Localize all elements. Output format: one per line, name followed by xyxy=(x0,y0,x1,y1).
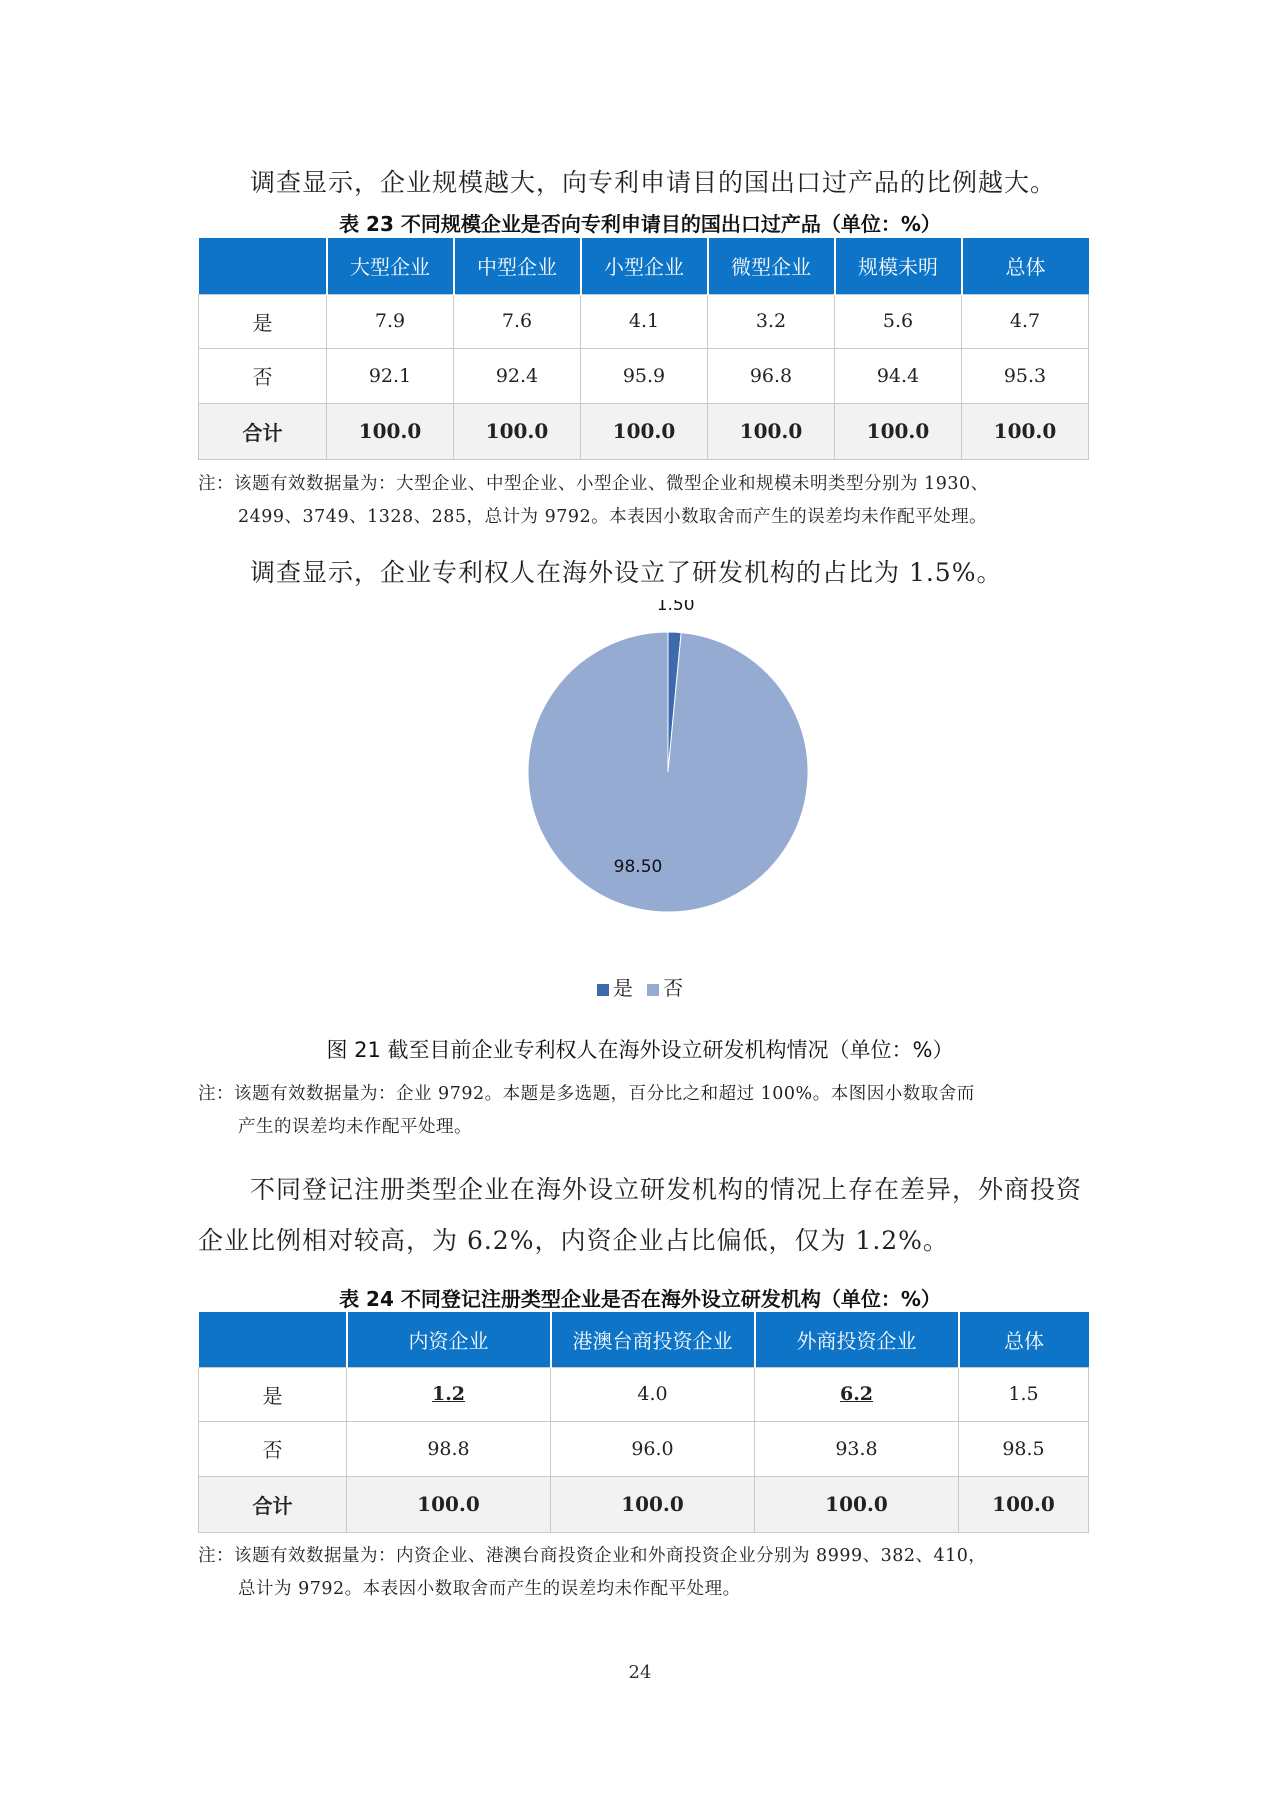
table-cell: 6.2 xyxy=(755,1367,959,1421)
header-cell: 中型企业 xyxy=(454,238,581,294)
table-cell: 100.0 xyxy=(959,1476,1089,1532)
note-line: 注：该题有效数据量为：企业 9792。本题是多选题，百分比之和超过 100%。本图因小数取舍而 xyxy=(198,1084,975,1104)
row-label: 否 xyxy=(199,348,327,403)
legend-swatch-icon xyxy=(597,984,609,996)
header-cell xyxy=(199,238,327,294)
table-cell: 100.0 xyxy=(454,403,581,459)
table-header-row xyxy=(199,1312,1089,1367)
table-cell: 7.6 xyxy=(454,294,581,348)
page-number: 24 xyxy=(628,1662,652,1683)
header-cell: 大型企业 xyxy=(327,238,454,294)
header-cell: 微型企业 xyxy=(708,238,835,294)
header-cell xyxy=(199,1312,347,1367)
table-cell: 100.0 xyxy=(708,403,835,459)
figure-21-note xyxy=(198,1078,1098,1144)
table-header-row xyxy=(199,238,1089,294)
table-cell: 5.6 xyxy=(835,294,962,348)
pie-data-label: 1.50 xyxy=(656,600,695,616)
table-cell: 100.0 xyxy=(835,403,962,459)
table-cell: 4.7 xyxy=(962,294,1089,348)
pie-data-label: 98.50 xyxy=(613,857,663,877)
table-cell: 4.1 xyxy=(581,294,708,348)
table-cell: 100.0 xyxy=(347,1476,551,1532)
table-cell: 100.0 xyxy=(327,403,454,459)
note-line: 2499、3749、1328、285，总计为 9792。本表因小数取舍而产生的误差均未作配平处理。 xyxy=(238,507,988,527)
row-label: 否 xyxy=(199,1421,347,1476)
row-label: 合计 xyxy=(199,403,327,459)
note-line: 产生的误差均未作配平处理。 xyxy=(238,1117,472,1137)
table-row xyxy=(199,294,1089,348)
table-24 xyxy=(198,1312,1089,1533)
table-row xyxy=(199,1421,1089,1476)
table-cell: 94.4 xyxy=(835,348,962,403)
row-label: 合计 xyxy=(199,1476,347,1532)
paragraph-3: 不同登记注册类型企业在海外设立研发机构的情况上存在差异，外商投资企业比例相对较高，为 6.2%，内资企业占比偏低，仅为 1.2%。 xyxy=(198,1175,1083,1255)
table-24-note xyxy=(198,1540,1098,1606)
legend-item xyxy=(597,972,633,1001)
note-line: 注：该题有效数据量为：内资企业、港澳台商投资企业和外商投资企业分别为 8999、382、410， xyxy=(198,1546,987,1566)
header-cell: 规模未明 xyxy=(835,238,962,294)
note-line: 总计为 9792。本表因小数取舍而产生的误差均未作配平处理。 xyxy=(238,1579,741,1599)
table-total-row xyxy=(199,403,1089,459)
note-line: 注：该题有效数据量为：大型企业、中型企业、小型企业、微型企业和规模未明类型分别为 1930、 xyxy=(198,474,989,494)
row-label: 是 xyxy=(199,294,327,348)
table-cell: 95.3 xyxy=(962,348,1089,403)
table-23 xyxy=(198,238,1089,460)
table-cell: 96.8 xyxy=(708,348,835,403)
table-cell: 4.0 xyxy=(551,1367,755,1421)
table-cell: 100.0 xyxy=(755,1476,959,1532)
table-cell: 95.9 xyxy=(581,348,708,403)
legend-item xyxy=(647,972,683,1001)
table-cell: 3.2 xyxy=(708,294,835,348)
chart-legend xyxy=(0,972,1280,1001)
table-cell: 98.5 xyxy=(959,1421,1089,1476)
table-cell: 92.1 xyxy=(327,348,454,403)
table-cell: 98.8 xyxy=(347,1421,551,1476)
table-row xyxy=(199,1367,1089,1421)
table-cell: 100.0 xyxy=(551,1476,755,1532)
table-cell: 100.0 xyxy=(962,403,1089,459)
legend-swatch-icon xyxy=(647,984,659,996)
header-cell: 港澳台商投资企业 xyxy=(551,1312,755,1367)
header-cell: 外商投资企业 xyxy=(755,1312,959,1367)
legend-label: 是 xyxy=(612,976,633,1000)
row-label: 是 xyxy=(199,1367,347,1421)
table-cell: 92.4 xyxy=(454,348,581,403)
pie-chart xyxy=(520,600,840,930)
table-row xyxy=(199,348,1089,403)
figure-21-caption: 图 21 截至目前企业专利权人在海外设立研发机构情况（单位：%） xyxy=(326,1038,954,1062)
pie-slice-no xyxy=(528,632,808,912)
table-total-row xyxy=(199,1476,1089,1532)
header-cell: 内资企业 xyxy=(347,1312,551,1367)
table-cell: 93.8 xyxy=(755,1421,959,1476)
table-cell: 100.0 xyxy=(581,403,708,459)
header-cell: 总体 xyxy=(959,1312,1089,1367)
table-cell: 1.5 xyxy=(959,1367,1089,1421)
legend-label: 否 xyxy=(663,976,684,1000)
table-23-note xyxy=(198,468,1098,534)
table-cell: 1.2 xyxy=(347,1367,551,1421)
paragraph-2: 调查显示，企业专利权人在海外设立了研发机构的占比为 1.5%。 xyxy=(250,558,1003,587)
header-cell: 小型企业 xyxy=(581,238,708,294)
table-23-caption: 表 23 不同规模企业是否向专利申请目的国出口过产品（单位：%） xyxy=(339,212,941,236)
paragraph-1: 调查显示，企业规模越大，向专利申请目的国出口过产品的比例越大。 xyxy=(250,168,1057,197)
pie-chart-svg xyxy=(520,600,840,930)
table-cell: 7.9 xyxy=(327,294,454,348)
table-24-caption: 表 24 不同登记注册类型企业是否在海外设立研发机构（单位：%） xyxy=(339,1287,941,1311)
header-cell: 总体 xyxy=(962,238,1089,294)
table-cell: 96.0 xyxy=(551,1421,755,1476)
